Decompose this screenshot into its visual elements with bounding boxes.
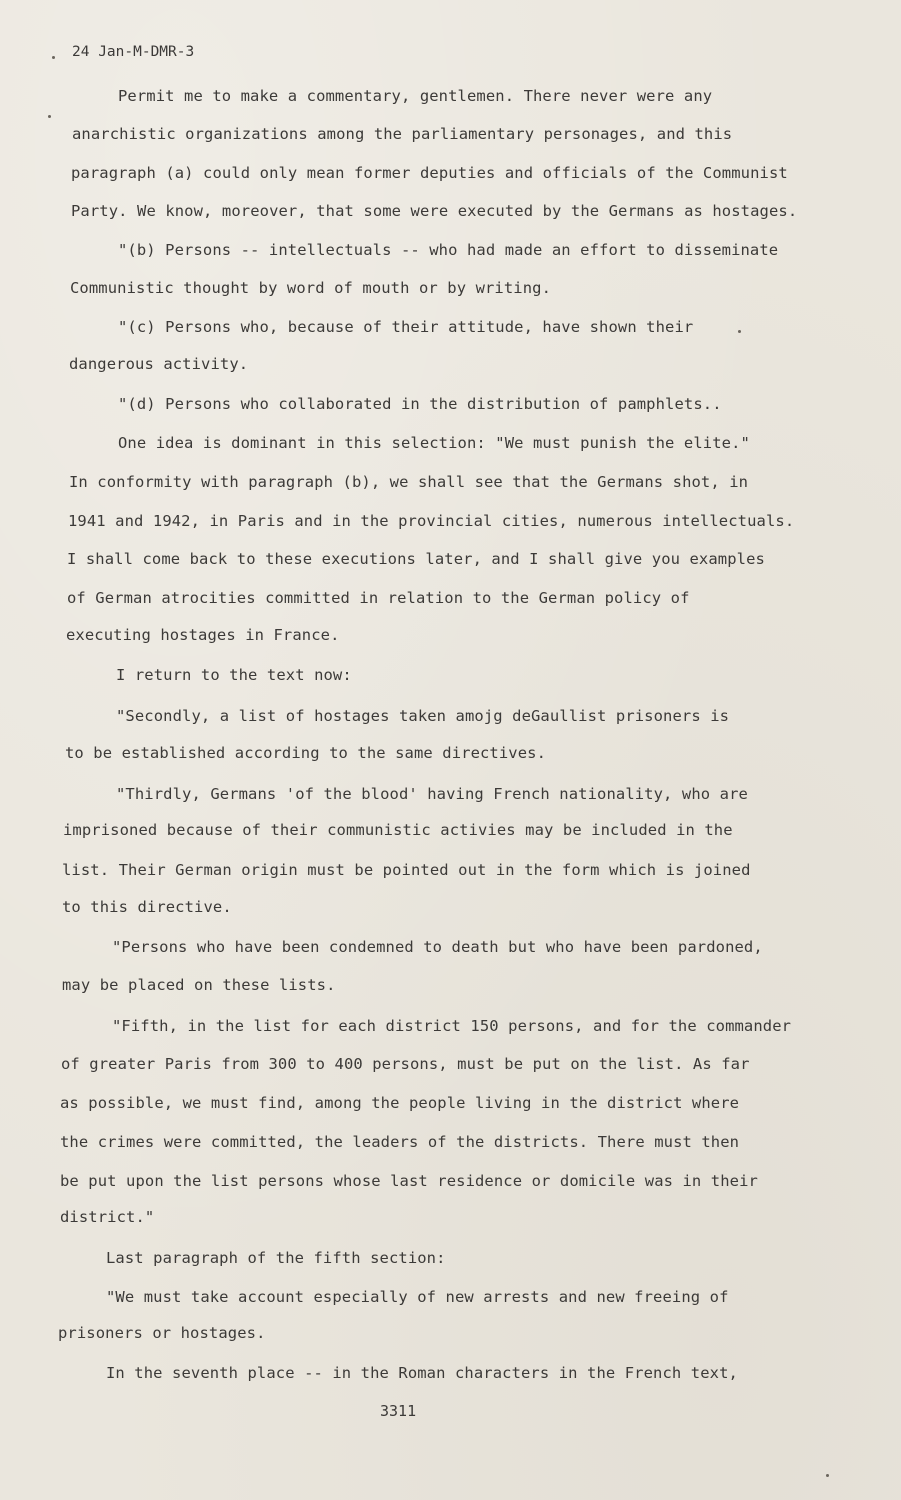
text-line: may be placed on these lists. [62, 976, 336, 994]
text-line: of German atrocities committed in relation to the German policy of [67, 589, 690, 607]
text-line: Permit me to make a commentary, gentlemen. There never were any [118, 87, 713, 105]
text-line: executing hostages in France. [66, 626, 340, 644]
text-line: be put upon the list persons whose last residence or domicile was in their [60, 1172, 758, 1190]
margin-mark [826, 1474, 829, 1477]
margin-mark [738, 330, 741, 333]
document-reference: 24 Jan-M-DMR-3 [72, 44, 195, 60]
text-line: "(d) Persons who collaborated in the distribution of pamphlets.. [118, 395, 722, 413]
text-line: paragraph (a) could only mean former deputies and officials of the Communist [71, 164, 788, 182]
text-line: Communistic thought by word of mouth or by writing. [70, 279, 552, 297]
text-line: imprisoned because of their communistic activies may be included in the [63, 821, 733, 839]
text-line: "Persons who have been condemned to death but who have been pardoned, [112, 938, 763, 956]
text-line: 1941 and 1942, in Paris and in the provincial cities, numerous intellectuals. [68, 512, 795, 530]
text-line: Party. We know, moreover, that some were executed by the Germans as hostages. [71, 202, 798, 220]
text-line: district." [60, 1208, 155, 1226]
text-line: "(c) Persons who, because of their attitude, have shown their [118, 318, 694, 336]
text-line: "Thirdly, Germans 'of the blood' having French nationality, who are [116, 785, 748, 803]
text-line: In conformity with paragraph (b), we shall see that the Germans shot, in [69, 473, 749, 491]
text-line: Last paragraph of the fifth section: [106, 1249, 446, 1267]
text-line: "(b) Persons -- intellectuals -- who had made an effort to disseminate [118, 241, 779, 259]
text-line: dangerous activity. [69, 355, 249, 373]
text-line: to this directive. [62, 898, 232, 916]
text-line: In the seventh place -- in the Roman characters in the French text, [106, 1364, 738, 1382]
text-line: prisoners or hostages. [58, 1324, 266, 1342]
text-line: One idea is dominant in this selection: "We must punish the elite." [118, 434, 750, 452]
text-line: "Secondly, a list of hostages taken amojg deGaullist prisoners is [116, 707, 730, 725]
text-line: I return to the text now: [116, 666, 352, 684]
text-line: I shall come back to these executions later, and I shall give you examples [67, 550, 765, 568]
text-line: to be established according to the same directives. [65, 744, 547, 762]
text-line: list. Their German origin must be pointed out in the form which is joined [62, 861, 751, 879]
text-line: the crimes were committed, the leaders of the districts. There must then [60, 1133, 740, 1151]
text-line: of greater Paris from 300 to 400 persons, must be put on the list. As far [61, 1055, 750, 1073]
margin-mark [52, 56, 55, 59]
margin-mark [48, 115, 51, 118]
text-line: "We must take account especially of new arrests and new freeing of [106, 1288, 729, 1306]
text-line: anarchistic organizations among the parliamentary personages, and this [72, 125, 733, 143]
text-line: "Fifth, in the list for each district 150 persons, and for the commander [112, 1017, 792, 1035]
text-line: as possible, we must find, among the people living in the district where [60, 1094, 740, 1112]
page-number: 3311 [380, 1402, 417, 1420]
